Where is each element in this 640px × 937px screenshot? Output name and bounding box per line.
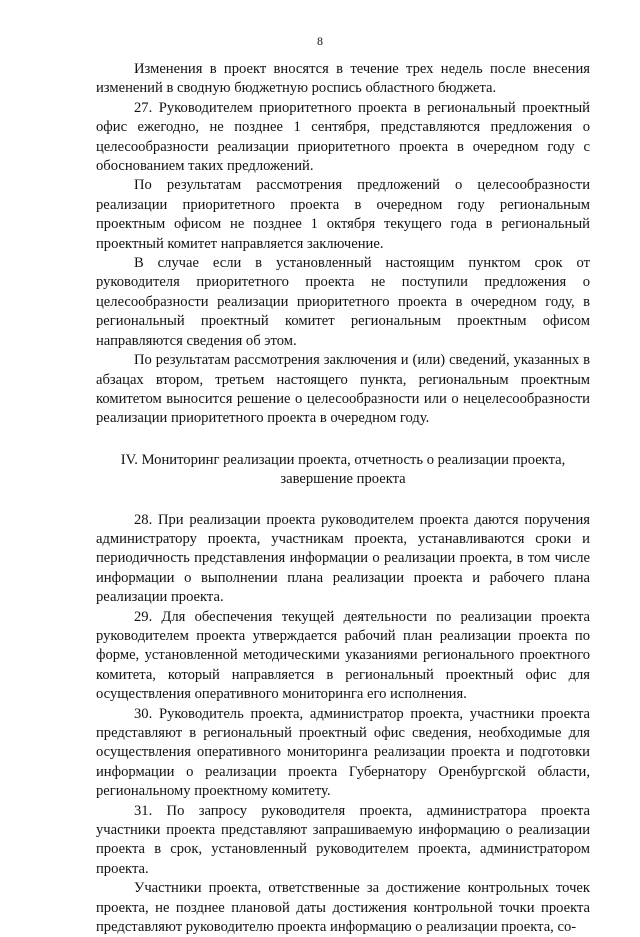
document-body <box>96 60 590 937</box>
section-heading <box>96 451 590 490</box>
paragraph: В случае если в установленный настоящим пунктом срок от руководителя приоритетного проекта не поступили предложения о целесообразности реализации приоритетного проекта в очередном году, в региональный проектный комитет региональным проектным офисом направляются сведения об этом. <box>96 255 590 349</box>
paragraph: 28. При реализации проекта руководителем проекта даются поручения администратору проекта, участникам проекта, устанавливаются сроки и периодичность представления информации о реализации проекта, в том числе информации о выполнении плана реализации проекта и рабочего плана реализации проекта. <box>96 511 590 606</box>
paragraph: Изменения в проект вносятся в течение трех недель после внесения изменений в сводную бюджетную роспись областного бюджета. <box>96 61 590 97</box>
section-heading-line: IV. Мониторинг реализации проекта, отчетность о реализации проекта, <box>120 451 566 468</box>
paragraph: 29. Для обеспечения текущей деятельности по реализации проекта руководителем проекта утверждается рабочий план реализации проекта по форме, установленной методическими указаниями регионального проектного комитета, который направляется в региональный проектный офис для осуществления оперативного мониторинга его исполнения. <box>96 608 590 703</box>
paragraph: 31. По запросу руководителя проекта, администратора проекта участники проекта представляют запрашиваемую информацию о реализации проекта в срок, установленный руководителем проекта, администратором проекта. <box>96 802 590 877</box>
paragraph: По результатам рассмотрения заключения и (или) сведений, указанных в абзацах втором, третьем настоящего пункта, региональным проектным комитетом выносится решение о целесообразности или о нецелесообразности реализации приоритетного проекта в очередном году. <box>96 352 590 427</box>
paragraph: Участники проекта, ответственные за достижение контрольных точек проекта, не позднее плановой даты достижения контрольной точки проекта представляют руководителю проекта информацию о реализации проекта, со- <box>96 880 590 936</box>
page-number: 8 <box>317 34 323 48</box>
paragraph: По результатам рассмотрения предложений о целесообразности реализации приоритетного проекта в очередном году региональным проектным офисом не позднее 1 октября текущего года в региональный проектный комитет направляется заключение. <box>96 177 590 252</box>
section-heading-line: завершение проекта <box>280 471 406 488</box>
paragraph: 27. Руководителем приоритетного проекта в региональный проектный офис ежегодно, не позднее 1 сентября, представляются предложения о целесообразности реализации приоритетного проекта в очередном году с обоснованием таких предложений. <box>96 99 590 175</box>
paragraph: 30. Руководитель проекта, администратор проекта, участники проекта представляют в региональный проектный офис сведения, необходимые для осуществления оперативного мониторинга реализации проекта и подготовки информации о реализации проекта Губернатору Оренбургской области, региональному проектному комитету. <box>96 705 590 800</box>
